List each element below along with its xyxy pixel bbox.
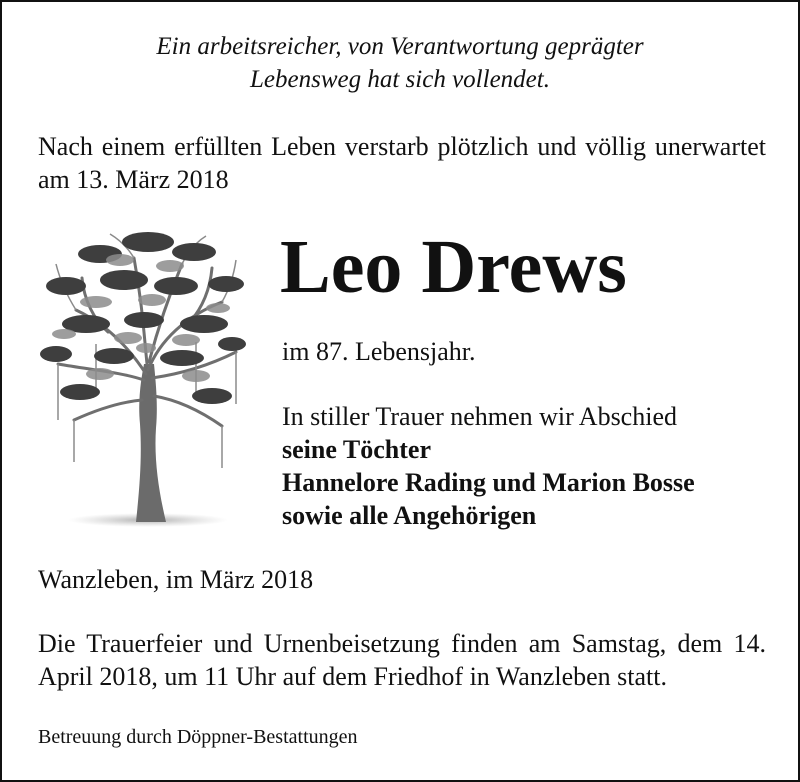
mourner-line: sowie alle Angehörigen	[282, 501, 537, 530]
quote-line: Ein arbeitsreicher, von Verantwortung geprägter	[156, 33, 644, 60]
deceased-name: Leo Drews	[280, 225, 627, 309]
quote-line: Lebensweg hat sich vollendet.	[250, 66, 550, 93]
mourner-line: seine Töchter	[282, 435, 431, 464]
age-text: im 87. Lebensjahr.	[282, 337, 476, 366]
mourner-line: Hannelore Rading und Marion Bosse	[282, 468, 695, 497]
mourning-line: In stiller Trauer nehmen wir Abschied	[282, 402, 677, 431]
mourning-block	[282, 400, 695, 532]
funeral-service-text: Die Trauerfeier und Urnenbeisetzung finden am Samstag, dem 14. April 2018, um 11 Uhr auf dem Friedhof in Wanzleben statt.	[38, 629, 766, 691]
tree-illustration	[36, 224, 250, 530]
place-date: Wanzleben, im März 2018	[38, 565, 314, 594]
memorial-quote	[2, 30, 798, 96]
intro-text: Nach einem erfüllten Leben verstarb plötzlich und völlig unerwartet am 13. März 2018	[38, 132, 766, 194]
funeral-home-credit: Betreuung durch Döppner-Bestattungen	[38, 726, 358, 748]
